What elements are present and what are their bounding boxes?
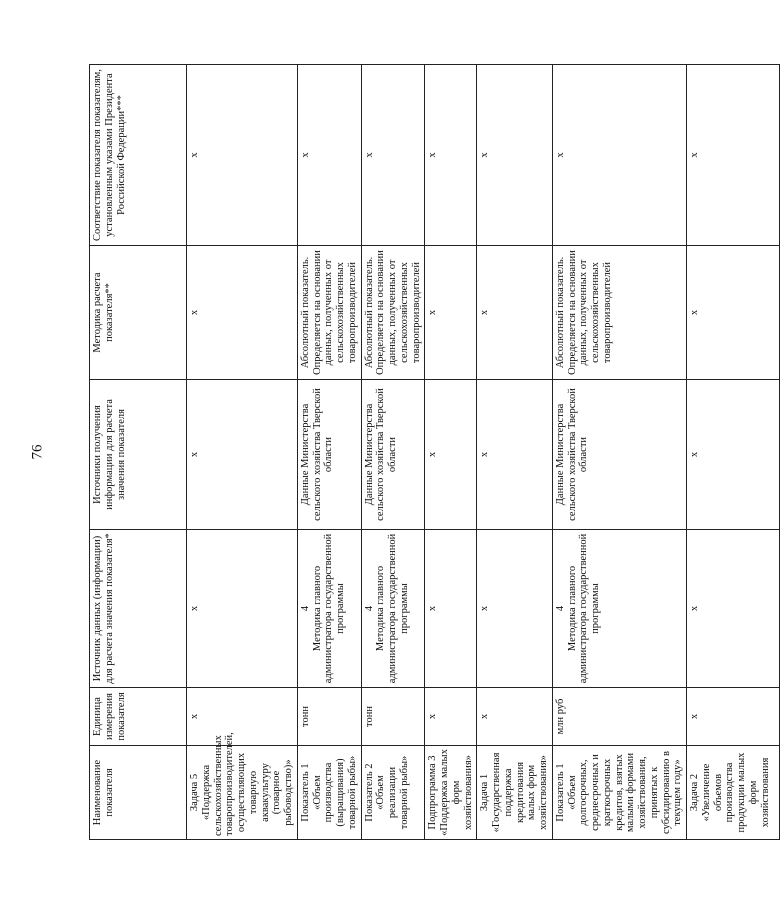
cell-origin: х — [425, 380, 477, 530]
table-row — [687, 65, 780, 840]
table-row — [425, 65, 477, 840]
cell-source — [297, 530, 361, 688]
cell-unit: тонн — [297, 688, 361, 746]
cell-name: Подпрограмма 3 «Поддержка малых форм хозяйствования» — [425, 746, 477, 840]
cell-decree: х — [361, 65, 425, 246]
cell-method: х — [187, 246, 298, 380]
cell-source — [361, 530, 425, 688]
cell-origin: х — [687, 380, 780, 530]
table-row — [361, 65, 425, 840]
indicator-table-wrapper — [89, 65, 771, 840]
cell-source-text: Методика главного администратора государственной программы — [566, 533, 601, 684]
cell-name: Показатель 2 «Объем реализации товарной рыбы» — [361, 746, 425, 840]
cell-method: Абсолютный показатель. Определяется на основании данных, полученных от сельскохозяйственных товаропроизводителей — [552, 246, 686, 380]
cell-unit: х — [187, 688, 298, 746]
cell-source-number: 4 — [363, 605, 375, 612]
cell-method: Абсолютный показатель. Определяется на основании данных, полученных от сельскохозяйственных товаропроизводителей — [297, 246, 361, 380]
cell-method: х — [425, 246, 477, 380]
cell-origin: х — [187, 380, 298, 530]
header-cell-name: Наименование показателя — [90, 746, 187, 840]
cell-name: Задача 5 «Поддержка сельскохозяйственных товаропроизводителей, осуществляющих товарную аквакультуру (товарное рыбоводство)» — [187, 746, 298, 840]
page-number: 76 — [29, 444, 46, 460]
cell-source — [477, 530, 553, 688]
cell-source-number: 4 — [299, 605, 311, 612]
cell-decree: х — [477, 65, 553, 246]
header-cell-source: Источник данных (информации) для расчета значения показателя* — [90, 530, 187, 688]
header-cell-method: Методика расчета показателя** — [90, 246, 187, 380]
cell-source-text: Методика главного администратора государственной программы — [311, 533, 346, 684]
table-header-row — [90, 65, 187, 840]
cell-source-text: х — [427, 605, 439, 612]
cell-name: Задача 2 «Увеличение объемов производства продукции малых форм хозяйствования — [687, 746, 780, 840]
cell-method: х — [477, 246, 553, 380]
cell-origin: Данные Министерства сельского хозяйства Тверской области — [552, 380, 686, 530]
cell-unit: х — [425, 688, 477, 746]
cell-source — [687, 530, 780, 688]
cell-method: х — [687, 246, 780, 380]
cell-origin: х — [477, 380, 553, 530]
rotated-table — [89, 65, 771, 840]
table-row — [297, 65, 361, 840]
cell-decree: х — [425, 65, 477, 246]
cell-method: Абсолютный показатель. Определяется на основании данных, полученных от сельскохозяйственных товаропроизводителей — [361, 246, 425, 380]
cell-source-text: х — [189, 605, 200, 612]
cell-source — [552, 530, 686, 688]
cell-decree: х — [187, 65, 298, 246]
table-row — [187, 65, 298, 840]
cell-name: Показатель 1 «Объем производства (выращивания) товарной рыбы» — [297, 746, 361, 840]
cell-decree: х — [552, 65, 686, 246]
indicator-table — [89, 64, 780, 840]
cell-unit: тонн — [361, 688, 425, 746]
table-row — [552, 65, 686, 840]
cell-decree: х — [297, 65, 361, 246]
cell-unit: х — [687, 688, 780, 746]
cell-source-text: Методика главного администратора государственной программы — [375, 533, 410, 684]
header-cell-decree: Соответствие показателя показателям, установленным указами Президента Российской Федерации*** — [90, 65, 187, 246]
cell-source — [425, 530, 477, 688]
cell-name: Задача 1 «Государственная поддержка кредитования малых форм хозяйствования» — [477, 746, 553, 840]
table-row — [477, 65, 553, 840]
cell-source — [187, 530, 298, 688]
cell-name: Показатель 1 «Объем долгосрочных, среднесрочных и краткосрочных кредитов, взятых малыми формами хозяйствования, принятых к субсидированию в текущем году» — [552, 746, 686, 840]
cell-origin: Данные Министерства сельского хозяйства Тверской области — [297, 380, 361, 530]
cell-unit: х — [477, 688, 553, 746]
cell-source-text: х — [479, 605, 491, 612]
cell-source-number: 4 — [554, 605, 566, 612]
cell-unit: млн руб — [552, 688, 686, 746]
cell-decree: х — [687, 65, 780, 246]
header-cell-origin: Источники получения информации для расчета значения показателя — [90, 380, 187, 530]
cell-source-text: х — [689, 605, 700, 612]
header-cell-unit: Единица измерения показателя — [90, 688, 187, 746]
cell-origin: Данные Министерства сельского хозяйства Тверской области — [361, 380, 425, 530]
